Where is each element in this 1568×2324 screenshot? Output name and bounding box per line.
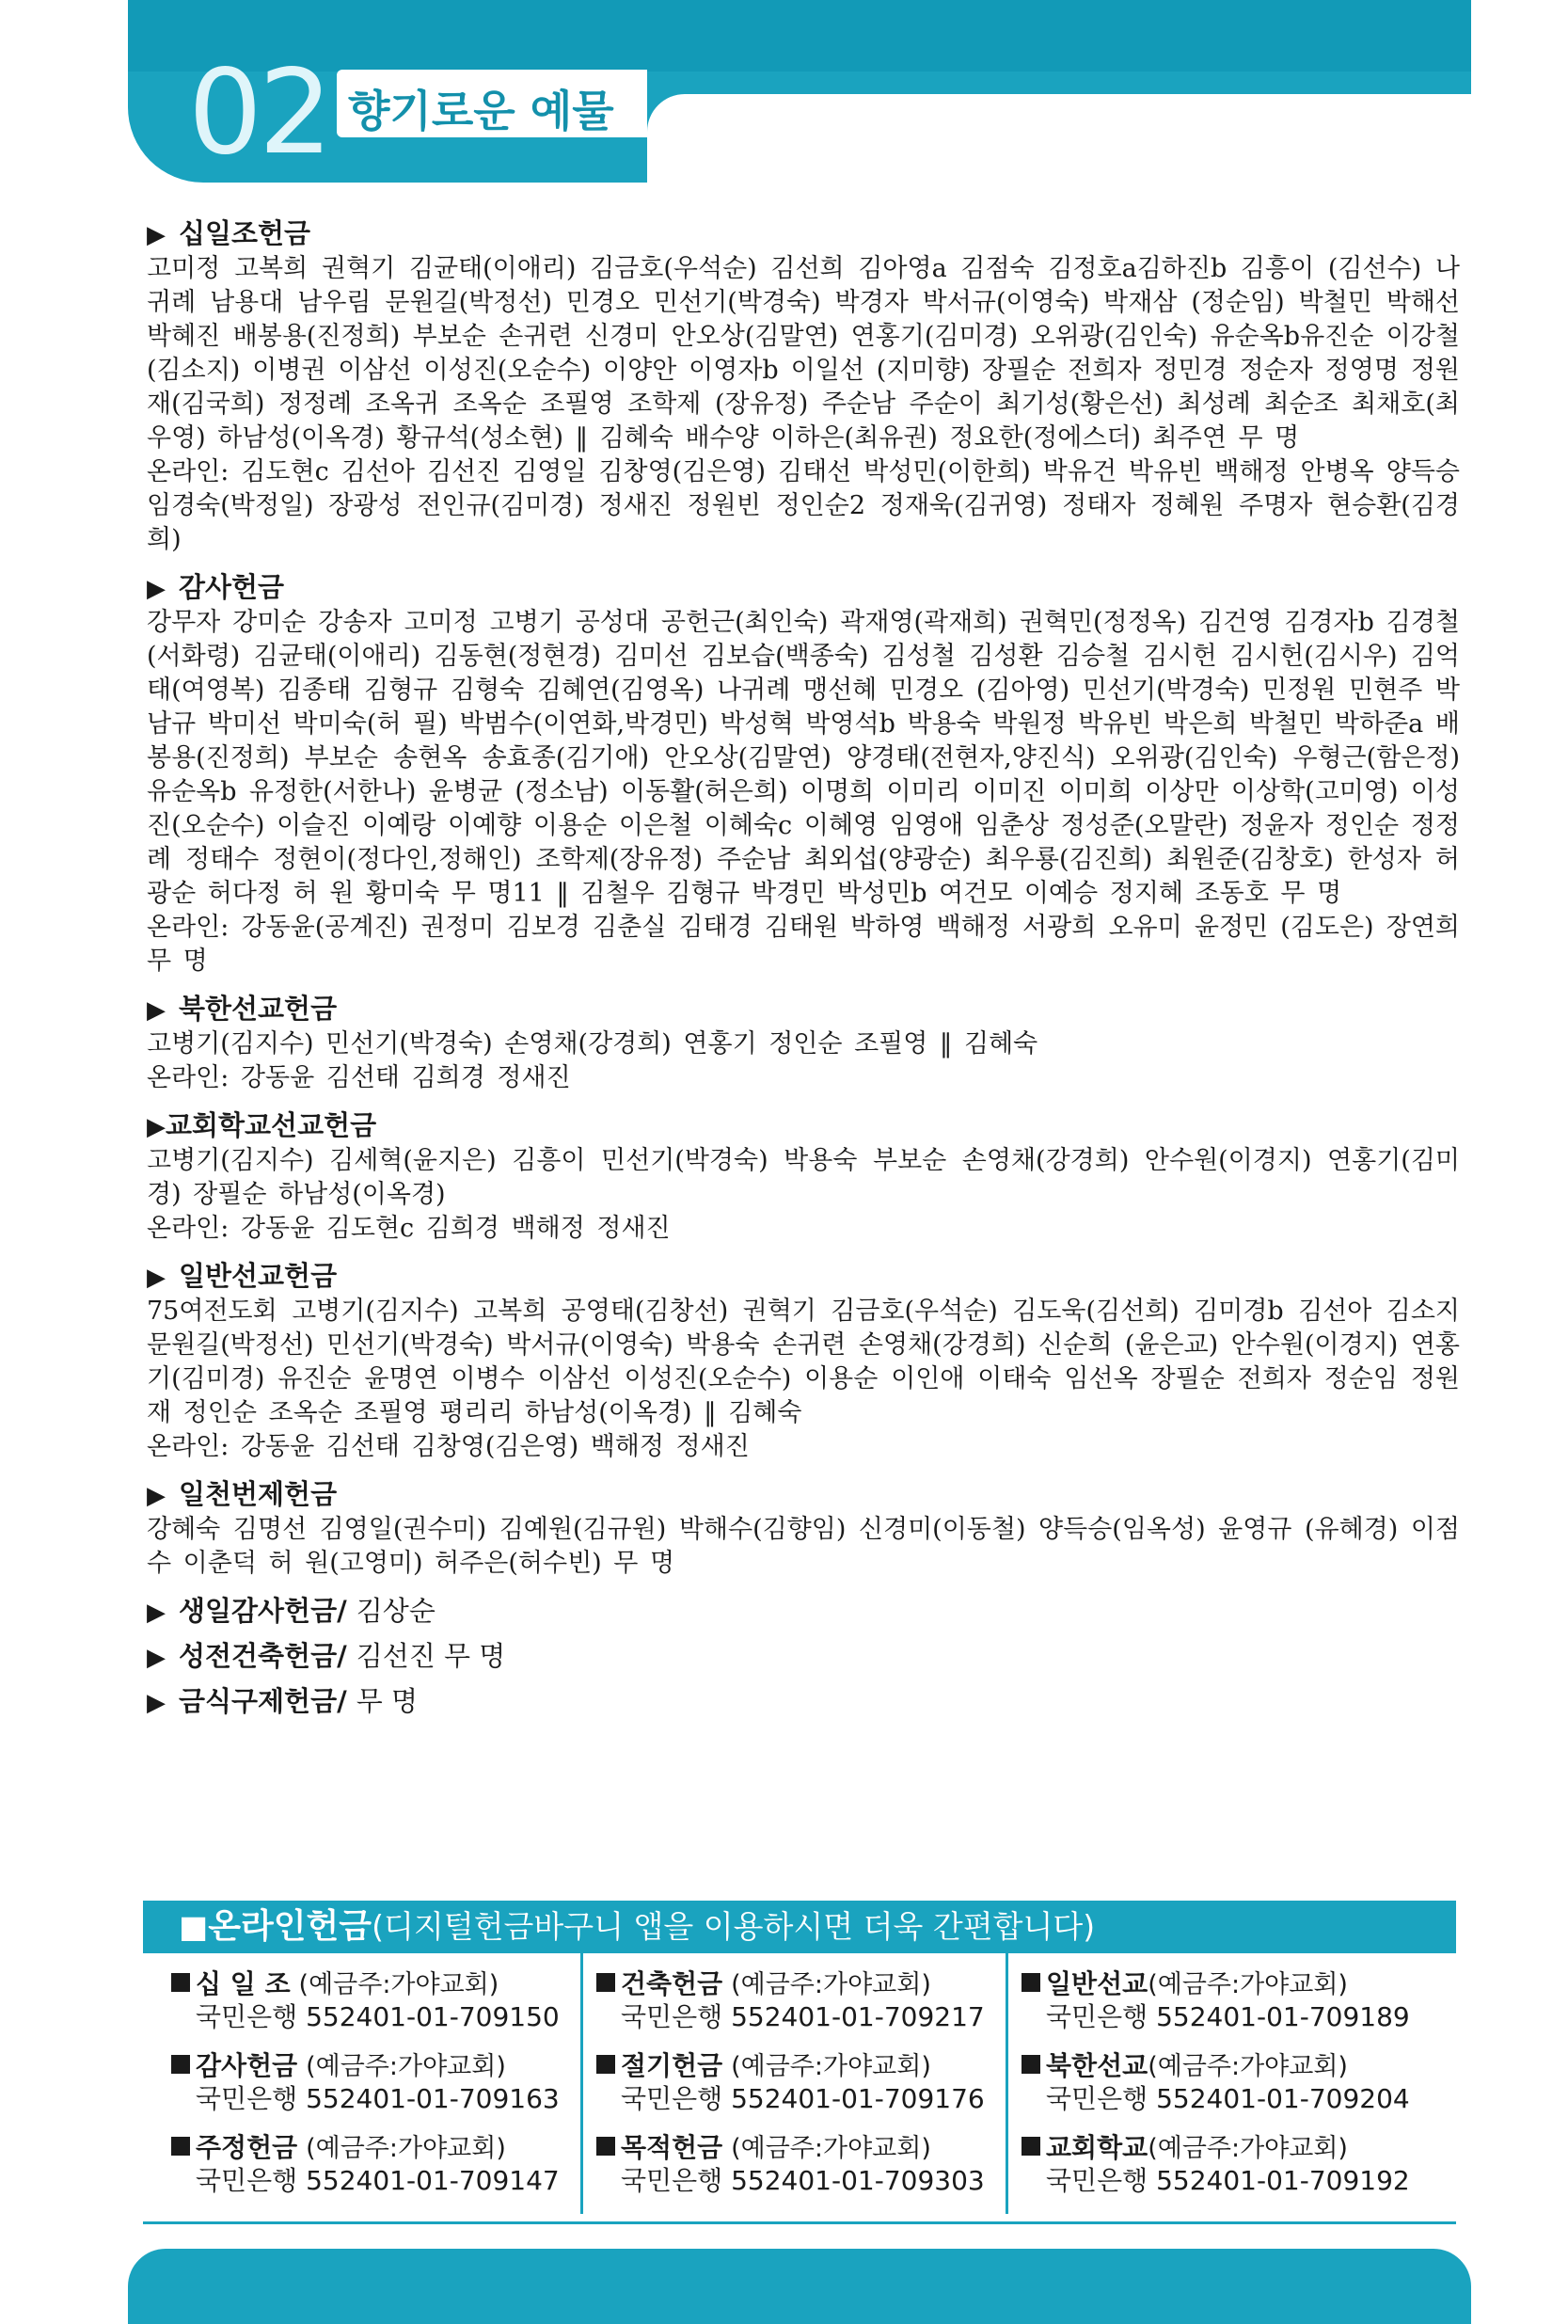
online-donor-names: 온라인: 강동윤 김선태 김창영(김은영) 백해정 정새진 xyxy=(147,1432,750,1461)
account-number: 국민은행 552401-01-709150 xyxy=(196,2001,560,2032)
account-number: 국민은행 552401-01-709163 xyxy=(196,2083,560,2114)
donor-names: 강무자 강미순 강송자 고미정 고병기 공성대 공헌근(최인숙) 곽재영(곽재희) 권혁민(정정옥) 김건영 김경자b 김경철(서화령) 김균태(이애리) 김동현(정현경) 김미선 김보습(백종숙) 김성철 김성환 김승철 김시헌 김시헌(김시우) 김억태(여영복) 김종태 김형규 김형숙 김혜연(김영옥) 나귀례 맹선혜 민경오 (김아영) 민선기(박경숙) 민정원 민현주 박남규 박미선 박미숙(허 필) 박범수(이연화,박경민) 박성혁 박영석b 박용숙 박원정 박유빈 박은희 박철민 박하준a 배봉용(진정희) 부보순 송현옥 송효종(김기애) 안오상(김말연) 양경태(전현자,양진식) 오위광(김인숙) 우형근(함은정) 유순옥b 유정한(서한나) 윤병균 (정소남) 이동활(허은희) 이명희 이미리 이미진 이미희 이상만 이상학(고미영) 이성진(오순수) 이슬진 이예랑 이예향 이용순 이은철 이혜숙c 이혜영 임영애 임춘상 정성준(오말란) 정윤자 정인순 정정례 정태수 정현이(정다인,정해인) 조학제(장유정) 주순남 최외섭(양광순) 최우룡(김진희) 최원준(김창호) 한성자 허광순 허다정 허 원 황미숙 무 명11 ‖ 김철우 김형규 박경민 박성민b 여건모 이예승 정지혜 조동호 무 명 xyxy=(147,608,1460,908)
donor-names: 고병기(김지수) 민선기(박경숙) 손영채(강경희) 연홍기 정인순 조필영 ‖ 김혜숙 xyxy=(147,1029,1038,1059)
title-tail xyxy=(647,94,1471,183)
account-item: 건축헌금 (예금주:가야교회) 국민은행 552401-01-709217 xyxy=(596,1968,1006,2033)
triangle-bullet-icon: ▶ xyxy=(147,1689,166,1717)
donor-names: 김선진 무 명 xyxy=(356,1640,506,1672)
donor-names: 75여전도회 고병기(김지수) 고복희 공영태(김창선) 권혁기 김금호(우석순) 김도욱(김선희) 김미경b 김선아 김소지 문원길(박정선) 민선기(박경숙) 박서규(이영숙) 박용숙 손귀련 손영채(강경희) 신순희 (윤은교) 안수원(이경지) 연홍기(김미경) 유진순 윤명연 이병수 이삼선 이성진(오순수) 이용순 이인애 이태숙 임선옥 장필순 전희자 정순임 정원재 정인순 조옥순 조필영 평리리 하남성(이옥경) ‖ 김혜숙 xyxy=(147,1297,1460,1427)
donor-names: 고병기(김지수) 김세혁(윤지은) 김흥이 민선기(박경숙) 박용숙 부보순 손영채(강경희) 안수원(이경지) 연홍기(김미경) 장필순 하남성(이옥경) xyxy=(147,1146,1460,1209)
square-bullet-icon xyxy=(171,2137,190,2156)
section-building-fund: ▶ 성전건축헌금/ 김선진 무 명 xyxy=(147,1640,506,1672)
square-bullet-icon xyxy=(171,2055,190,2074)
square-bullet-icon xyxy=(1022,2137,1040,2156)
account-column xyxy=(1008,1953,1433,2214)
square-bullet-icon xyxy=(596,2055,615,2074)
online-donor-names: 온라인: 강동윤 김도현c 김희경 백해정 정새진 xyxy=(147,1214,671,1243)
page-title: 향기로운 예물 xyxy=(348,86,614,136)
section-church-school-mission xyxy=(147,1108,1460,1246)
footer-band xyxy=(128,2249,1471,2324)
section-north-korea-mission xyxy=(147,992,1460,1095)
section-birthday-thanks: ▶ 생일감사헌금/ 김상순 xyxy=(147,1595,436,1627)
section-heading: ▶ 일반선교헌금 xyxy=(147,1260,338,1292)
section-fasting-relief: ▶ 금식구제헌금/ 무 명 xyxy=(147,1685,419,1717)
account-item: 주정헌금 (예금주:가야교회) 국민은행 552401-01-709147 xyxy=(171,2132,580,2197)
account-column xyxy=(583,1953,1008,2214)
account-number: 국민은행 552401-01-709147 xyxy=(196,2165,560,2196)
section-heading: ▶ 십일조헌금 xyxy=(147,217,311,249)
square-bullet-icon xyxy=(596,2137,615,2156)
triangle-bullet-icon: ▶ xyxy=(147,221,166,249)
section-tithe xyxy=(147,216,1460,557)
triangle-bullet-icon: ▶ xyxy=(147,1113,166,1141)
donor-names: 고미정 고복희 권혁기 김균태(이애리) 김금호(우석순) 김선희 김아영a 김점숙 김정호a김하진b 김흥이 (김선수) 나귀례 남용대 남우림 문원길(박정선) 민경오 민선기(박경숙) 박경자 박서규(이영숙) 박재삼 (정순임) 박철민 박해선 박혜진 배봉용(진정희) 부보순 손귀련 신경미 안오상(김말연) 연홍기(김미경) 오위광(김인숙) 유순옥b유진순 이강철(김소지) 이병권 이삼선 이성진(오순수) 이양안 이영자b 이일선 (지미향) 장필순 전희자 정민경 정순자 정영명 정원재(김국희) 정정례 조옥귀 조옥순 조필영 조학제 (장유정) 주순남 주순이 최기성(황은선) 최성례 최순조 최채호(최우영) 하남성(이옥경) 황규석(성소현) ‖ 김혜숙 배수양 이하은(최유권) 정요한(정에스더) 최주연 무 명 xyxy=(147,254,1460,453)
account-number: 국민은행 552401-01-709192 xyxy=(1046,2165,1410,2196)
section-thousand-offerings xyxy=(147,1477,1460,1581)
square-bullet-icon xyxy=(596,1973,615,1992)
account-number: 국민은행 552401-01-709303 xyxy=(621,2165,985,2196)
online-donor-names: 온라인: 강동윤 김선태 김희경 정새진 xyxy=(147,1063,571,1092)
donor-names: 김상순 xyxy=(356,1595,436,1627)
account-number: 국민은행 552401-01-709217 xyxy=(621,2001,985,2032)
triangle-bullet-icon: ▶ xyxy=(147,996,166,1025)
donor-names: 강혜숙 김명선 김영일(권수미) 김예원(김규원) 박해수(김향임) 신경미(이동철) 양득승(임옥성) 윤영규 (유혜경) 이점수 이춘덕 허 원(고영미) 허주은(허수빈) 무 명 xyxy=(147,1515,1460,1578)
triangle-bullet-icon: ▶ xyxy=(147,1599,166,1627)
account-item: 북한선교(예금주:가야교회) 국민은행 552401-01-709204 xyxy=(1022,2050,1433,2115)
triangle-bullet-icon: ▶ xyxy=(147,575,166,603)
offering-list xyxy=(147,216,1460,1729)
triangle-bullet-icon: ▶ xyxy=(147,1264,166,1292)
online-donor-names: 온라인: 김도현c 김선아 김선진 김영일 김창영(김은영) 김태선 박성민(이한희) 박유건 박유빈 백해정 안병옥 양득승 임경숙(박정일) 장광성 전인규(김미경) 정새진 정원빈 정인순2 정재욱(김귀영) 정태자 정혜원 주명자 현승환(김경희) xyxy=(147,457,1460,554)
title-box xyxy=(337,70,647,137)
account-grid xyxy=(143,1953,1456,2224)
section-heading: ▶ 감사헌금 xyxy=(147,571,285,603)
online-offering-box xyxy=(143,1901,1456,2224)
section-heading: ▶ 일천번제헌금 xyxy=(147,1478,338,1510)
section-heading: ▶ 북한선교헌금 xyxy=(147,993,338,1025)
account-item: 교회학교(예금주:가야교회) 국민은행 552401-01-709192 xyxy=(1022,2132,1433,2197)
triangle-bullet-icon: ▶ xyxy=(147,1644,166,1672)
account-item: 십 일 조 (예금주:가야교회) 국민은행 552401-01-709150 xyxy=(171,1968,580,2033)
account-item: 감사헌금 (예금주:가야교회) 국민은행 552401-01-709163 xyxy=(171,2050,580,2115)
account-item: 일반선교(예금주:가야교회) 국민은행 552401-01-709189 xyxy=(1022,1968,1433,2033)
donor-names: 무 명 xyxy=(356,1685,419,1717)
triangle-bullet-icon: ▶ xyxy=(147,1482,166,1510)
account-number: 국민은행 552401-01-709189 xyxy=(1046,2001,1410,2032)
square-bullet-icon xyxy=(1022,1973,1040,1992)
section-thanksgiving xyxy=(147,570,1460,979)
account-number: 국민은행 552401-01-709176 xyxy=(621,2083,985,2114)
account-column xyxy=(158,1953,583,2214)
header-strip xyxy=(128,0,1471,72)
square-bullet-icon xyxy=(171,1973,190,1992)
online-offering-title: ■온라인헌금(디지털헌금바구니 앱을 이용하시면 더욱 간편합니다) xyxy=(143,1901,1456,1953)
online-donor-names: 온라인: 강동윤(공계진) 권정미 김보경 김춘실 김태경 김태원 박하영 백해정 서광희 오유미 윤정민 (김도은) 장연희 무 명 xyxy=(147,913,1460,976)
header-band xyxy=(128,0,1471,183)
square-bullet-icon xyxy=(1022,2055,1040,2074)
chapter-number: 02 xyxy=(188,45,329,181)
section-heading: ▶교회학교선교헌금 xyxy=(147,1109,377,1141)
section-general-mission xyxy=(147,1259,1460,1464)
account-item: 목적헌금 (예금주:가야교회) 국민은행 552401-01-709303 xyxy=(596,2132,1006,2197)
account-number: 국민은행 552401-01-709204 xyxy=(1046,2083,1410,2114)
account-item: 절기헌금 (예금주:가야교회) 국민은행 552401-01-709176 xyxy=(596,2050,1006,2115)
